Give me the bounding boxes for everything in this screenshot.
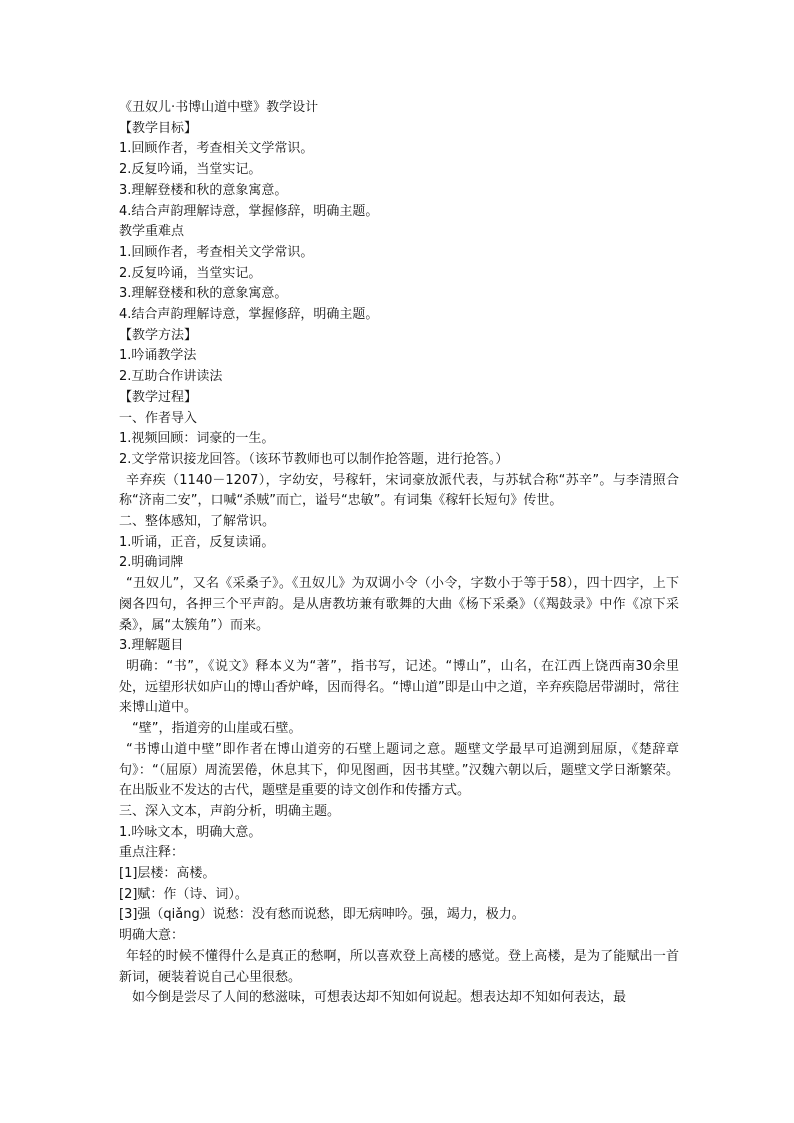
- document-line: 【教学目标】: [119, 120, 198, 136]
- document-line: 3.理解登楼和秋的意象寓意。: [119, 182, 288, 198]
- document-line: 2.互助合作讲读法: [119, 369, 223, 385]
- document-line: 2.反复吟诵，当堂实记。: [119, 162, 262, 178]
- document-line: [1]层楼：高楼。: [119, 866, 216, 882]
- document-line: [3]强（qiǎng）说愁：没有愁而说愁，即无病呻吟。强，竭力，极力。: [119, 907, 525, 923]
- document-line: 如今倒是尝尽了人间的愁滋味，可想表达却不知如何说起。想表达却不知如何表达，最: [132, 990, 627, 1006]
- document-line: 明确大意：: [119, 928, 185, 944]
- document-line: 1.吟诵教学法: [119, 348, 197, 364]
- document-line: 1.吟咏文本，明确大意。: [119, 824, 262, 840]
- document-line: 【教学过程】: [119, 389, 198, 405]
- document-line: 【教学方法】: [119, 327, 198, 343]
- document-line: 年轻的时候不懂得什么是真正的愁啊，所以喜欢登上高楼的感觉。登上高楼，是为了能赋出一首新词，硬装着说自己心里很愁。: [119, 948, 679, 985]
- document-line: 3.理解登楼和秋的意象寓意。: [119, 286, 288, 302]
- document-line: [2]赋：作（诗、词）。: [119, 886, 248, 902]
- document-body: [119, 98, 679, 1009]
- document-line: 1.视频回顾：词豪的一生。: [119, 431, 275, 447]
- document-line: “书博山道中壁”即作者在博山道旁的石壁上题词之意。题壁文学最早可追溯到屈原，《楚辞章句》：“（屈原）周流罢倦，休息其下，仰见图画，因书其壁。”汉魏六朝以后，题壁文学日渐繁荣。在出版业不发达的古代，题壁是重要的诗文创作和传播方式。: [119, 741, 679, 799]
- document-line: 2.文学常识接龙回答。（该环节教师也可以制作抢答题，进行抢答。）: [119, 451, 509, 467]
- document-line: 重点注释：: [119, 845, 185, 861]
- document-line: 4.结合声韵理解诗意，掌握修辞，明确主题。: [119, 307, 379, 323]
- document-line: 2.明确词牌: [119, 555, 184, 571]
- document-line: 3.理解题目: [119, 638, 184, 654]
- document-line: 1.回顾作者，考查相关文学常识。: [119, 141, 314, 157]
- document-line: 辛弃疾（1140－1207），字幼安，号稼轩，宋词豪放派代表，与苏轼合称“苏辛”。与李清照合称“济南二安”，口喊“杀贼”而亡，谥号“忠敏”。有词集《稼轩长短句》传世。: [119, 472, 679, 509]
- document-line: 三、深入文本，声韵分析，明确主题。: [119, 803, 341, 819]
- document-line: 教学重难点: [119, 224, 185, 240]
- document-line: 1.回顾作者，考查相关文学常识。: [119, 244, 314, 260]
- document-line: 2.反复吟诵，当堂实记。: [119, 265, 262, 281]
- document-line: “壁”，指道旁的山崖或石壁。: [132, 721, 302, 737]
- document-line: 二、整体感知，了解常识。: [119, 514, 276, 530]
- document-line: “丑奴儿”，又名《采桑子》。《丑奴儿》为双调小令（小令，字数小于等于58），四十四字，上下阕各四句，各押三个平声韵。是从唐教坊兼有歌舞的大曲《杨下采桑》（《羯鼓录》中作《凉下采桑》，属“太簇角”）而来。: [119, 576, 679, 633]
- document-line: 明确：“书”，《说文》释本义为“著”，指书写，记述。“博山”，山名，在江西上饶西南30余里处，远望形状如庐山的博山香炉峰，因而得名。“博山道”即是山中之道，辛弃疾隐居带湖时，常往来博山道中。: [119, 658, 679, 716]
- document-line: 一、作者导入: [119, 410, 198, 426]
- document-line: 4.结合声韵理解诗意，掌握修辞，明确主题。: [119, 203, 379, 219]
- document-line: 1.听诵，正音，反复读诵。: [119, 534, 275, 550]
- document-title: 《丑奴儿·书博山道中壁》教学设计: [119, 100, 319, 115]
